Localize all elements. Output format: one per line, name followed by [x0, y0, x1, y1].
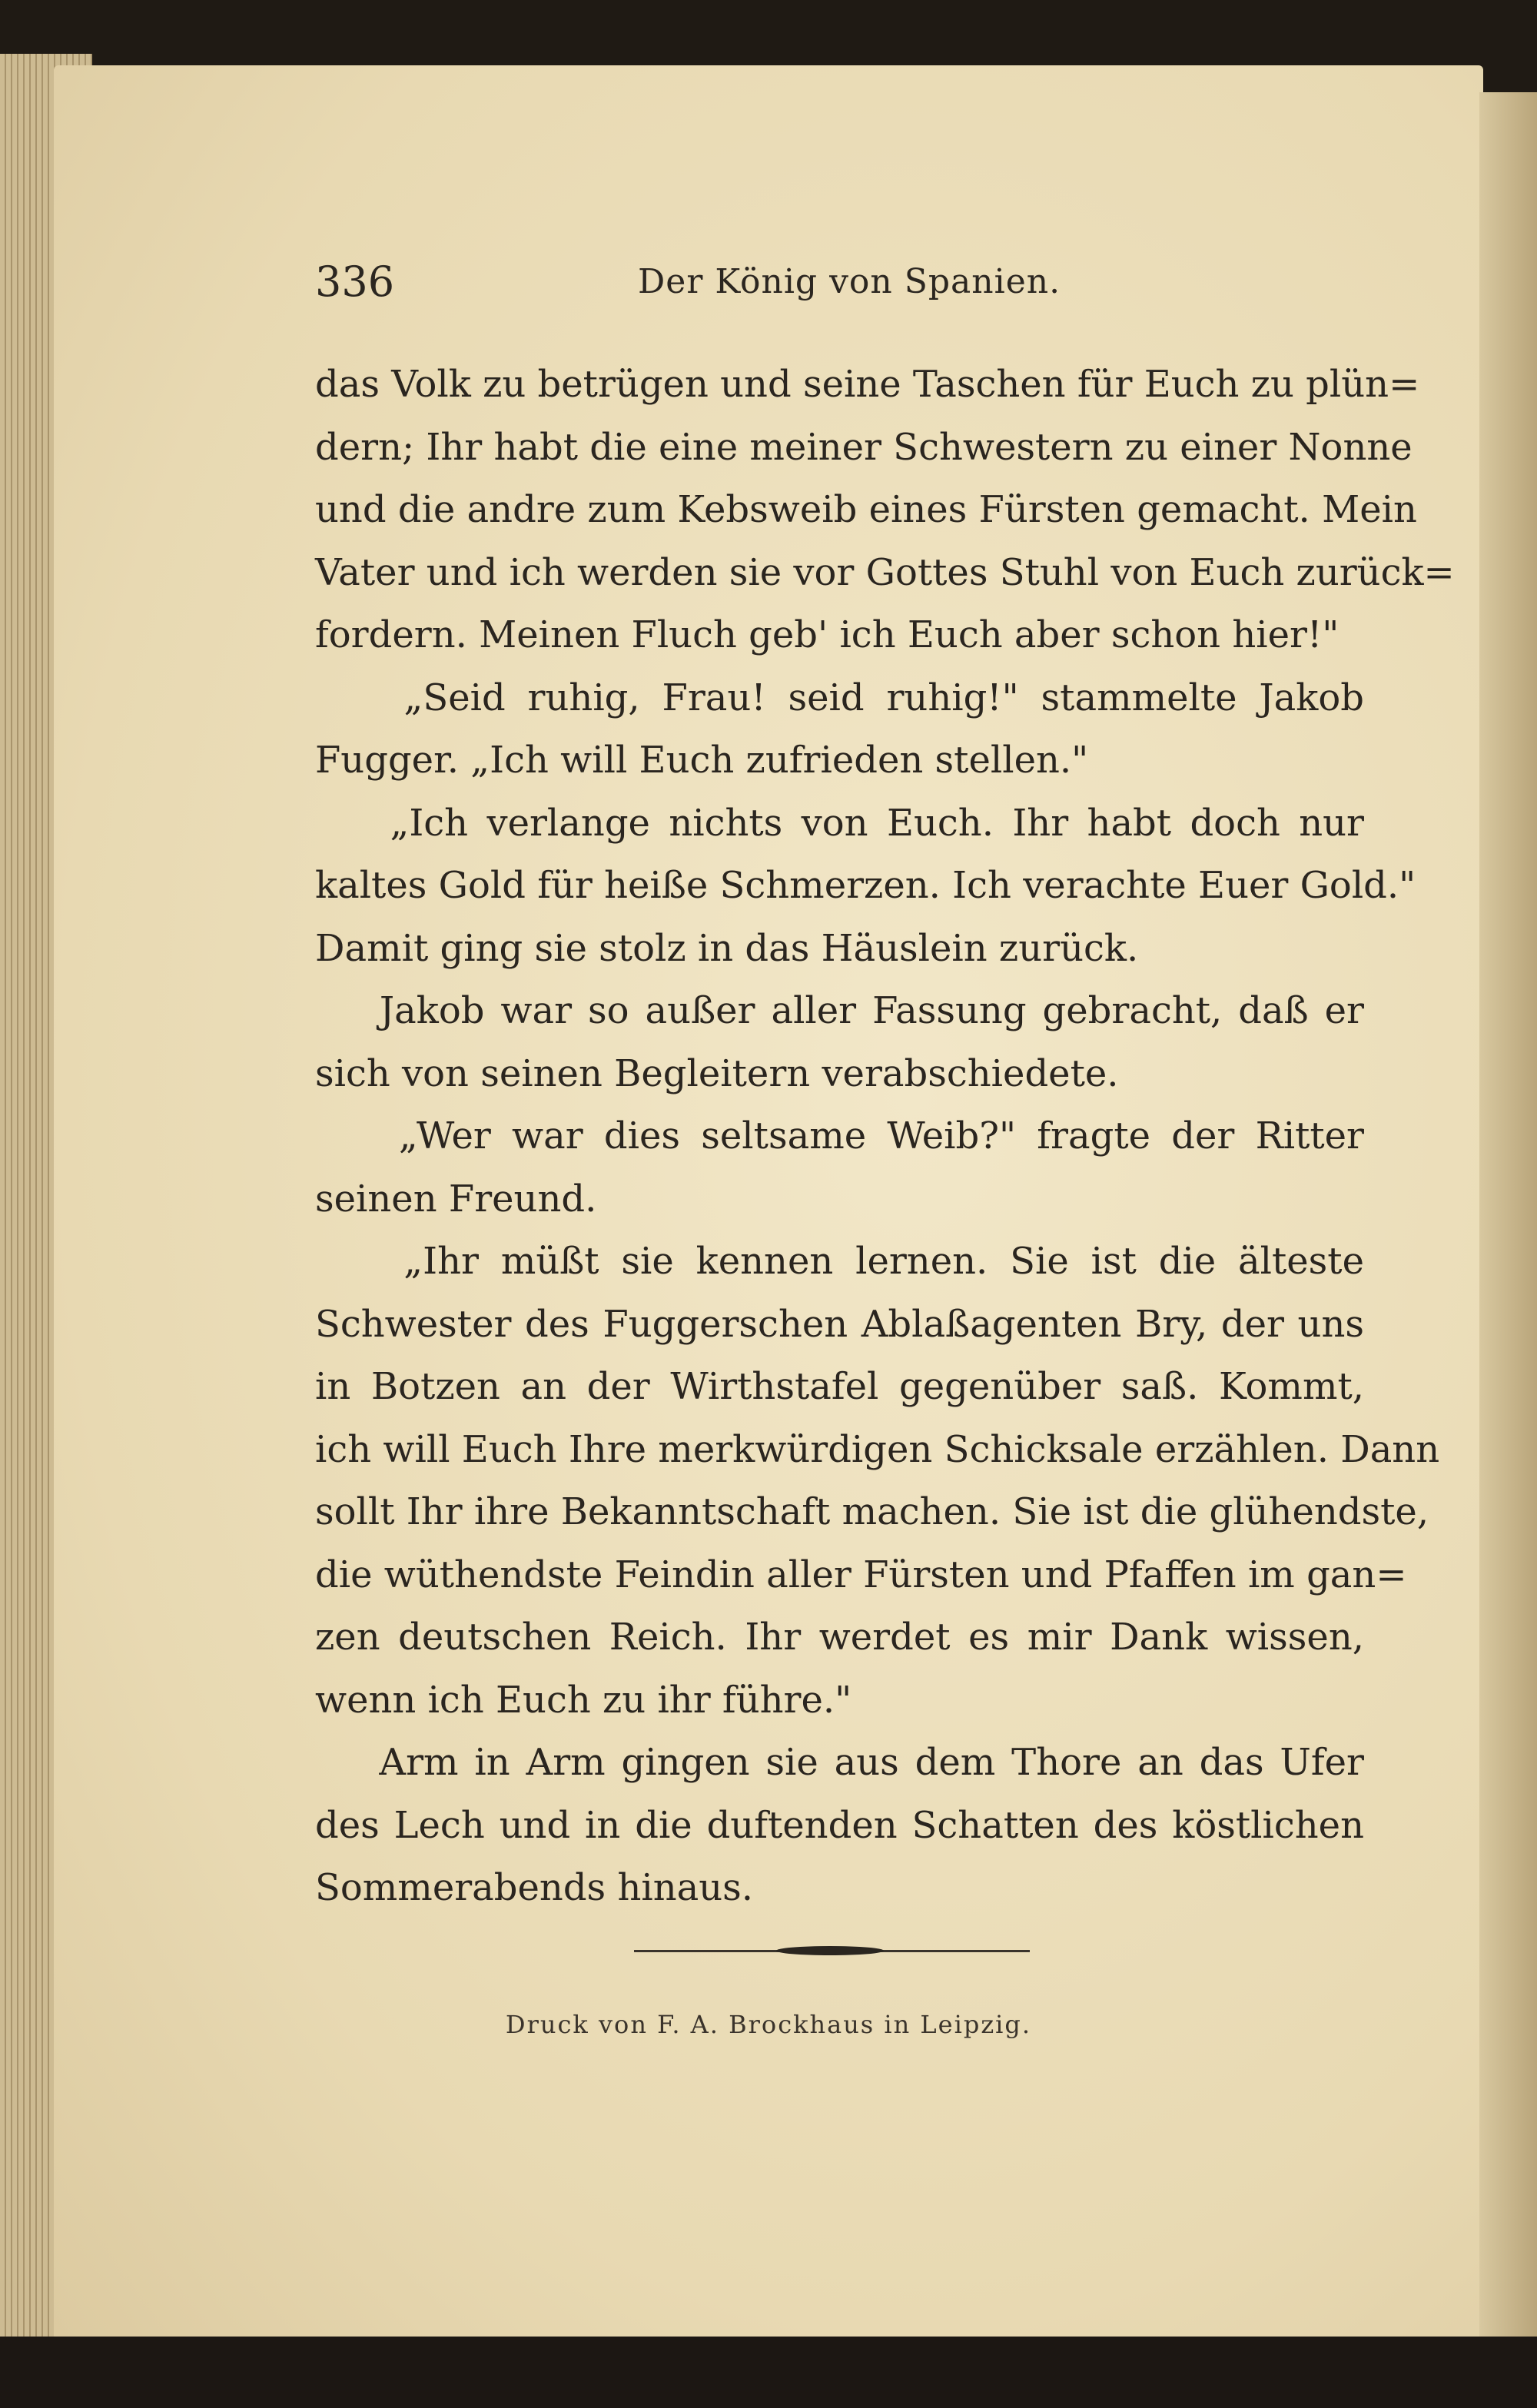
text-line: Sommerabends hinaus. — [315, 1866, 754, 1909]
text-line: dern; Ihr habt die eine meiner Schwestern zu einer Nonne — [315, 425, 1413, 469]
text-line: sich von seinen Begleitern verabschiedete. — [315, 1051, 1119, 1095]
running-title: Der König von Spanien. — [638, 262, 1061, 301]
printer-imprint: Druck von F. A. Brockhaus in Leipzig. — [505, 2010, 1032, 2039]
text-line: in Botzen an der Wirthstafel gegenüber saß. Kommt, — [315, 1365, 1364, 1408]
scan-background — [0, 2337, 1537, 2408]
text-line: „Wer war dies seltsame Weib?" fragte der Ritter — [315, 1114, 1364, 1158]
text-line: Arm in Arm gingen sie aus dem Thore an das Ufer — [315, 1741, 1364, 1784]
text-line: fordern. Meinen Fluch geb' ich Euch aber schon hier!" — [315, 613, 1339, 656]
facing-page-edge — [1479, 92, 1537, 2337]
page-header — [315, 257, 1368, 311]
text-line: wenn ich Euch zu ihr führe." — [315, 1678, 852, 1722]
end-rule-ornament — [776, 1946, 884, 1955]
text-line: „Ich verlange nichts von Euch. Ihr habt doch nur — [315, 801, 1364, 845]
text-line: zen deutschen Reich. Ihr werdet es mir Dank wissen, — [315, 1616, 1364, 1659]
text-line: und die andre zum Kebsweib eines Fürsten gemacht. Mein — [315, 488, 1417, 531]
text-line: Jakob war so außer aller Fassung gebracht, daß er — [315, 989, 1364, 1032]
text-line: des Lech und in die duftenden Schatten des köstlichen — [315, 1803, 1364, 1847]
text-line: „Seid ruhig, Frau! seid ruhig!" stammelte Jakob — [315, 676, 1364, 719]
text-line: die wüthendste Feindin aller Fürsten und Pfaffen im gan= — [315, 1553, 1407, 1596]
text-line: Damit ging sie stolz in das Häuslein zurück. — [315, 926, 1139, 970]
text-line: das Volk zu betrügen und seine Taschen für Euch zu plün= — [315, 363, 1420, 406]
text-line: seinen Freund. — [315, 1177, 597, 1221]
text-line: kaltes Gold für heiße Schmerzen. Ich verachte Euer Gold." — [315, 864, 1416, 907]
text-line: Vater und ich werden sie vor Gottes Stuhl von Euch zurück= — [315, 550, 1455, 594]
text-line: ich will Euch Ihre merkwürdigen Schicksale erzählen. Dann — [315, 1427, 1440, 1471]
text-line: sollt Ihr ihre Bekanntschaft machen. Sie ist die glühendste, — [315, 1490, 1429, 1533]
page-number: 336 — [315, 257, 395, 306]
text-line: Fugger. „Ich will Euch zufrieden stellen." — [315, 739, 1089, 782]
text-line: Schwester des Fuggerschen Ablaßagenten Bry, der uns — [315, 1302, 1364, 1346]
text-line: „Ihr müßt sie kennen lernen. Sie ist die älteste — [315, 1240, 1364, 1283]
